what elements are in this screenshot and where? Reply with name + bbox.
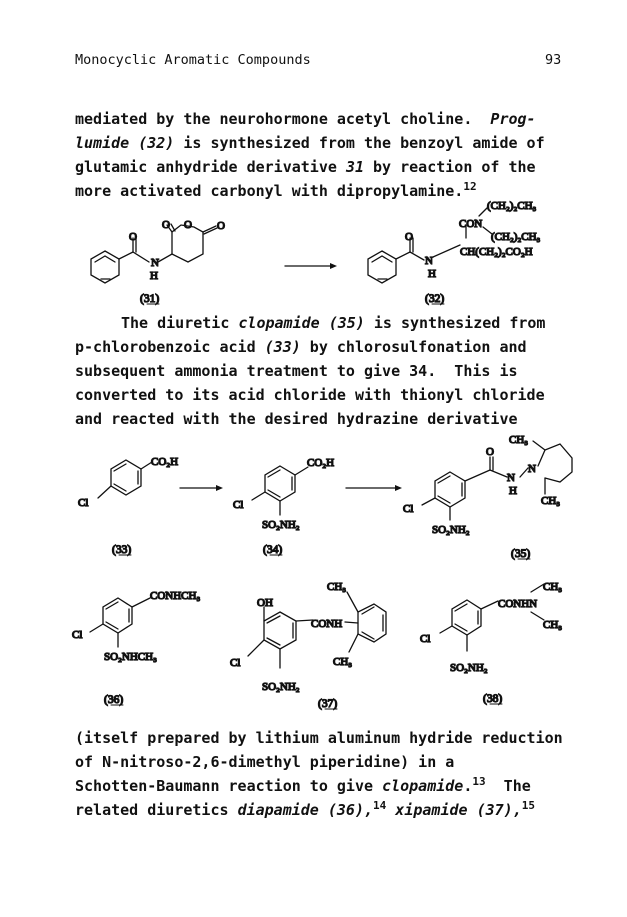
compound-number: (34): [263, 544, 283, 556]
atom-label: N: [425, 255, 433, 267]
compound-number: (35): [511, 548, 531, 560]
structure-32: [368, 200, 541, 305]
substituent: CH₃: [327, 581, 347, 593]
atom-label: H: [509, 485, 517, 497]
text-line: lumide (32) is synthesized from the benzoyl amide of: [75, 134, 545, 152]
footnote-ref: 13: [472, 775, 486, 788]
atom-label: O: [486, 446, 494, 458]
substituent: OH: [257, 597, 273, 609]
atom-label: Cl: [72, 629, 83, 641]
benzene-ring: [111, 460, 141, 495]
atom-label: Cl: [230, 657, 241, 669]
benzene-ring: [103, 598, 132, 633]
substituent: CH₃: [543, 581, 563, 593]
ring-double-bond: [95, 256, 115, 262]
substituent: SO₂NH₂: [450, 662, 488, 674]
substituent: (CH₂)₂CH₃: [487, 200, 537, 212]
substituent: CH₃: [543, 619, 563, 631]
atom-label: Cl: [420, 633, 431, 645]
footnote-ref: 15: [521, 799, 535, 812]
compound-number: (32): [425, 293, 445, 305]
atom-label: H: [150, 270, 158, 282]
substituent: CH₃: [541, 495, 561, 507]
compound-number: (33): [112, 544, 132, 556]
reaction-arrow: [180, 485, 223, 491]
atom-label: O: [405, 231, 413, 243]
text-line: more activated carbonyl with dipropylamine.$^{12}$: [75, 180, 477, 200]
text-line: and reacted with the desired hydrazine derivative: [75, 410, 518, 428]
text-line: p-chlorobenzoic acid (33) by chlorosulfonation and: [75, 338, 527, 356]
substituent: CH₃: [509, 434, 529, 446]
structure-38: [420, 581, 562, 705]
text-line: of N-nitroso-2,6-dimethyl piperidine) in a: [75, 753, 455, 771]
atom-label: N: [528, 463, 536, 475]
compound-number: (36): [104, 694, 124, 706]
structure-37: [230, 581, 386, 710]
text-line: related diuretics diapamide (36),$^{14}$ xipamide (37),$^{15}$: [75, 799, 535, 819]
text-line: (itself prepared by lithium aluminum hydride reduction: [75, 729, 563, 747]
substituent: SO₂NH₂: [262, 519, 300, 531]
text-line: Schotten-Baumann reaction to give clopamide.$^{13}$ The: [75, 775, 531, 795]
reaction-arrow: [285, 263, 337, 269]
compound-number: (38): [483, 693, 503, 705]
page-number: 93: [545, 52, 562, 68]
structure-31: [91, 219, 225, 305]
atom-label: N: [507, 472, 515, 484]
text-line: The diuretic clopamide (35) is synthesized from: [121, 314, 546, 332]
benzene-ring: [358, 604, 386, 642]
substituent: CH(CH₂)₂CO₂H: [460, 246, 533, 258]
substituent: SO₂NH₂: [432, 524, 470, 536]
footnote-ref: 14: [373, 799, 387, 812]
atom-label: H: [428, 268, 436, 280]
structure-36: [72, 590, 200, 706]
atom-label: O: [217, 220, 225, 232]
text-line: subsequent ammonia treatment to give 34. This is: [75, 362, 518, 380]
substituent: CONH: [311, 618, 343, 630]
structure-35: [403, 434, 572, 560]
footnote-ref: 12: [463, 180, 477, 193]
substituent: CO₂H: [307, 457, 335, 469]
benzene-ring: [264, 612, 296, 649]
substituent: SO₂NH₂: [262, 681, 300, 693]
structure-33: [78, 456, 178, 556]
substituent: CH₃: [333, 656, 353, 668]
benzene-ring: [435, 472, 465, 507]
atom-label: O: [129, 231, 137, 243]
compound-number: (37): [318, 698, 338, 710]
substituent: CO₂H: [151, 456, 179, 468]
substituent: CONHCH₃: [150, 590, 201, 602]
atom-label: O: [162, 219, 170, 231]
atom-label: CON: [459, 218, 483, 230]
atom-label: Cl: [403, 503, 414, 515]
atom-label: Cl: [78, 497, 89, 509]
atom-label: O: [184, 219, 192, 231]
ring-double-bond: [372, 256, 392, 262]
text-line: glutamic anhydride derivative 31 by reaction of the: [75, 158, 536, 176]
substituent: (CH₂)₂CH₃: [491, 231, 541, 243]
reaction-arrow: [346, 485, 402, 491]
atom-label: Cl: [233, 499, 244, 511]
substituent: CONHN: [498, 598, 538, 610]
benzene-ring: [265, 466, 295, 501]
atom-label: N: [151, 257, 159, 269]
structure-34: [233, 457, 334, 556]
substituent: SO₂NHCH₃: [104, 651, 157, 663]
running-header-title: Monocyclic Aromatic Compounds: [75, 52, 311, 68]
text-line: converted to its acid chloride with thionyl chloride: [75, 386, 545, 404]
piperidine-ring: [538, 444, 572, 482]
benzene-ring: [452, 600, 481, 635]
compound-number: (31): [140, 293, 160, 305]
text-line: mediated by the neurohormone acetyl choline. Prog-: [75, 110, 536, 128]
